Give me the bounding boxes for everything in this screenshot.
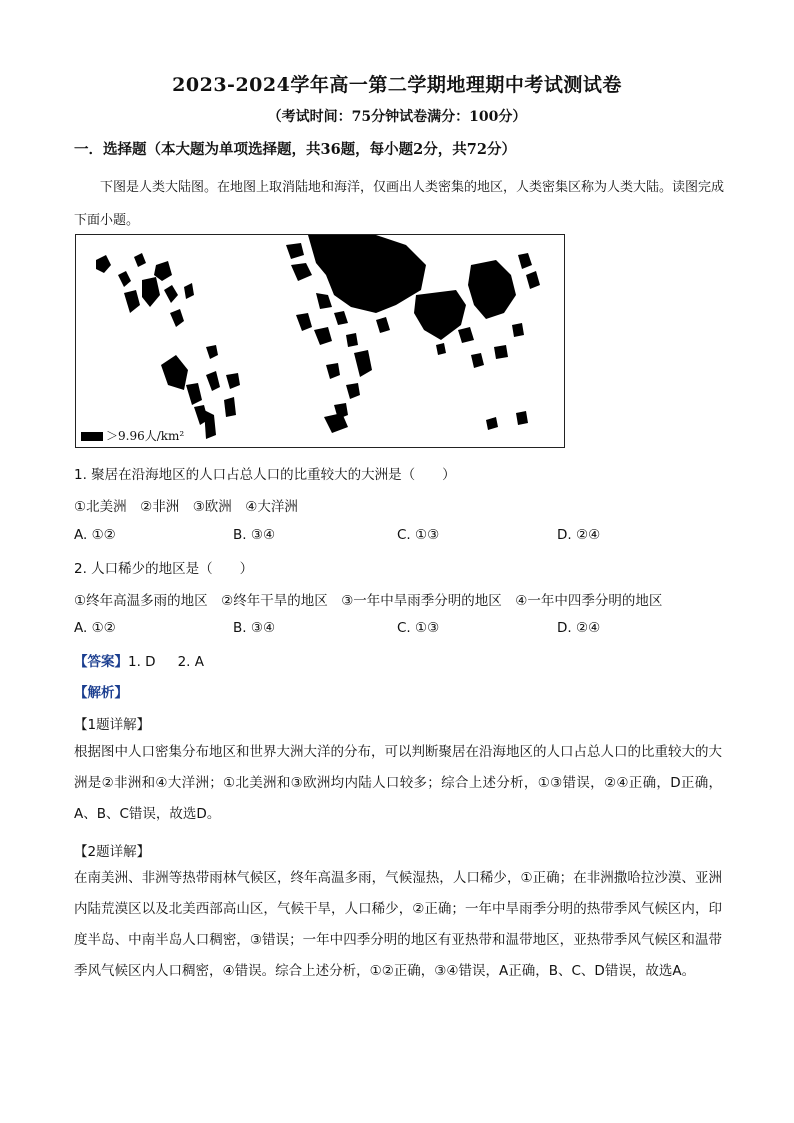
map-legend [81,429,184,443]
question-2-items: ①终年高温多雨的地区 ②终年干旱的地区 ③一年中旱雨季分明的地区 ④一年中四季分明的地区 [74,593,663,609]
question-2-choice-d: D. ②④ [557,620,601,636]
detail-2-heading: 【2题详解】 [74,844,151,860]
question-2-choice-a: A. ①② [74,620,116,636]
section-heading: 一．选择题（本大题为单项选择题，共36题，每小题2分，共72分） [74,141,516,158]
answer-1: 1. D [128,654,156,670]
question-2-stem: 2. 人口稀少的地区是（ ） [74,561,254,577]
detail-1-heading: 【1题详解】 [74,717,151,733]
answer-label: 【答案】 [74,654,128,670]
legend-swatch [81,432,103,441]
question-1-choice-c: C. ①③ [397,527,440,543]
analysis-heading [74,681,128,701]
detail-1-text: 根据图中人口密集分布地区和世界大洲大洋的分布，可以判断聚居在沿海地区的人口占总人口的比重较大的大洲是②非洲和④大洋洲；①北美洲和③欧洲均内陆人口较多；综合上述分析，①③错误，②④正确，D正确，A、B、C错误，故选D。 [74,744,722,822]
detail-2-text: 在南美洲、非洲等热带雨林气候区，终年高温多雨，气候湿热，人口稀少，①正确；在非洲撒哈拉沙漠、亚洲内陆荒漠区以及北美西部高山区，气候干旱，人口稀少，②正确；一年中旱雨季分明的热带季风气候区内，印度半岛、中南半岛人口稠密，③错误；一年中四季分明的地区有亚热带和温带地区，亚热带季风气候区和温带季风气候区内人口稠密，④错误。综合上述分析，①②正确，③④错误，A正确，B、C、D错误，故选A。 [74,870,722,979]
population-density-map [76,235,565,448]
page-title: 2023-2024学年高一第二学期地理期中考试测试卷 [172,74,622,96]
population-map-figure [75,234,565,448]
question-1-choice-d: D. ②④ [557,527,601,543]
answer-line [74,650,204,670]
legend-label: ＞9.96人/km² [106,429,185,443]
question-1-stem: 1. 聚居在沿海地区的人口占总人口的比重较大的大洲是（ ） [74,467,456,483]
exam-info: （考试时间：75分钟试卷满分：100分） [267,109,527,125]
question-1-choice-a: A. ①② [74,527,116,543]
analysis-label: 【解析】 [74,685,128,701]
question-2-choice-b: B. ③④ [233,620,276,636]
question-2-choice-c: C. ①③ [397,620,440,636]
question-1-items: ①北美洲 ②非洲 ③欧洲 ④大洋洲 [74,499,298,515]
answer-2: 2. A [177,654,204,670]
question-1-choice-b: B. ③④ [233,527,276,543]
intro-text: 下图是人类大陆图。在地图上取消陆地和海洋，仅画出人类密集的地区，人类密集区称为人类大陆。读图完成下面小题。 [74,180,725,228]
